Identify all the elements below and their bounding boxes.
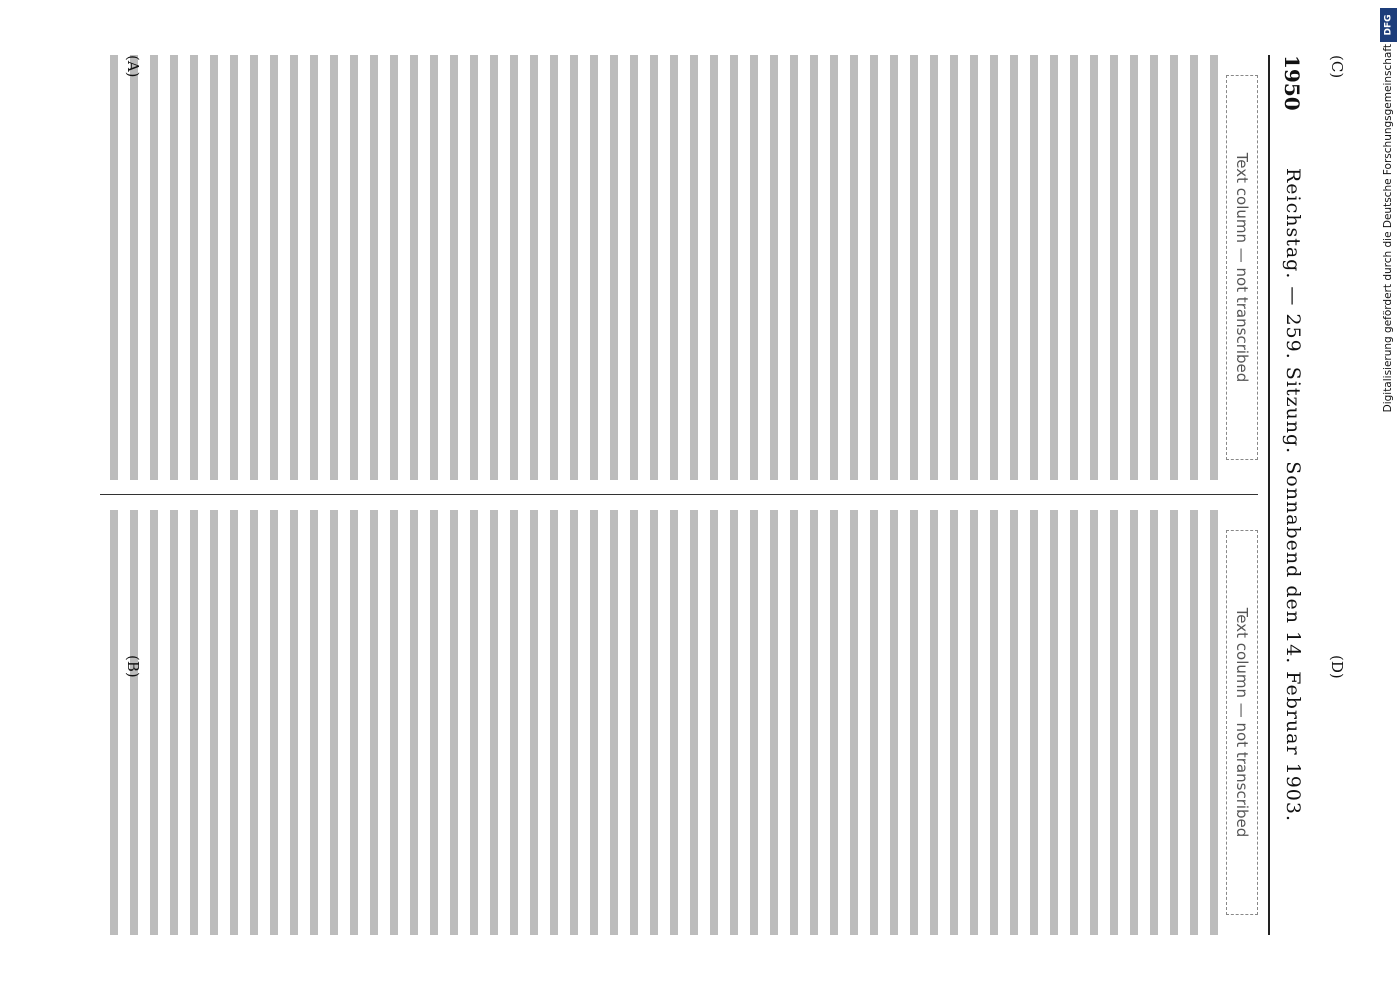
text-columns bbox=[100, 55, 1258, 935]
right-column-text bbox=[100, 510, 1224, 935]
dfg-logo-text: DFG bbox=[1383, 14, 1394, 36]
right-column-note: Text column — not transcribed bbox=[1226, 530, 1258, 915]
dfg-logo bbox=[1380, 8, 1397, 42]
page-header bbox=[1268, 55, 1310, 935]
margin-marker-d: (D) bbox=[1328, 655, 1346, 679]
margin-marker-c: (C) bbox=[1328, 55, 1346, 79]
page-title: Reichstag. — 259. Sitzung. Sonnabend den 14. Februar 1903. bbox=[1282, 167, 1304, 823]
digitization-note-text: Digitalisierung gefördert durch die Deutsche Forschungsgemeinschaft bbox=[1382, 44, 1394, 413]
left-column bbox=[100, 55, 1258, 480]
margin-marker-a: (A) bbox=[124, 55, 142, 78]
page-number: 1950 bbox=[1280, 55, 1304, 111]
column-divider bbox=[100, 494, 1258, 495]
left-column-note: Text column — not transcribed bbox=[1226, 75, 1258, 460]
digitization-note bbox=[1382, 8, 1397, 993]
right-column bbox=[100, 510, 1258, 935]
rotated-page-content bbox=[100, 55, 1346, 935]
margin-marker-b: (B) bbox=[124, 655, 142, 678]
left-column-text bbox=[100, 55, 1224, 480]
